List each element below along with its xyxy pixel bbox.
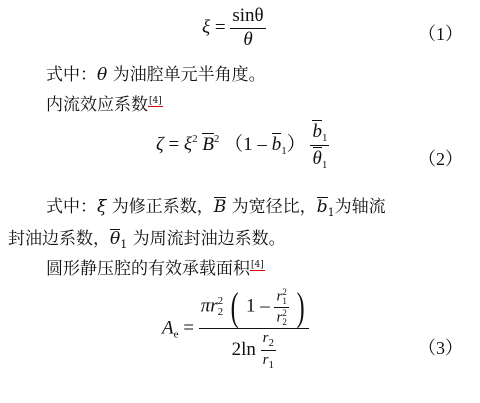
eq2-equals: = <box>168 133 180 155</box>
eq3-r1: r <box>276 287 283 304</box>
eq3-paren-one: 1 – <box>245 295 270 317</box>
eq3-r2-sup: 2 <box>282 307 287 318</box>
eq2-frac-num: b <box>312 121 322 142</box>
eq2-B: B <box>202 133 214 155</box>
eq3-r: r <box>210 295 218 317</box>
eq3-den-num-sub: 2 <box>268 337 274 349</box>
eq2-close: ） <box>286 133 306 155</box>
eq3-den-den-sub: 1 <box>268 359 274 372</box>
para2-text: 内流效应系数 <box>46 95 148 115</box>
eq3-den-bar <box>261 350 276 351</box>
eq3-open-paren: ( <box>230 284 239 329</box>
para3-t3: 为轴流 <box>334 197 386 217</box>
para3-t2: 为宽径比， <box>226 197 317 217</box>
equation-1 <box>202 6 266 51</box>
eq2-B-exponent: 2 <box>213 132 220 145</box>
eq3-close-paren: ) <box>296 284 305 329</box>
equation-2 <box>156 120 329 171</box>
eq3-den-prefix: 2ln <box>231 338 256 360</box>
paragraph-effective-area <box>46 258 265 280</box>
para3-b: b <box>316 197 328 217</box>
eq2-fraction <box>310 120 329 171</box>
equation-2-number: （2） <box>418 149 463 169</box>
para3-prefix: 式中： <box>46 197 97 217</box>
eq2-lhs: ζ <box>156 133 164 155</box>
eq1-numerator: sinθ <box>232 5 264 26</box>
eq2-b: b <box>271 133 282 155</box>
para1-prefix: 式中： <box>46 65 97 85</box>
eq2-frac-num-sub: 1 <box>321 132 328 144</box>
equation-3 <box>162 284 309 372</box>
eq3-r-sub: 2 <box>217 306 224 318</box>
eq3-r1-sub: 1 <box>282 295 287 306</box>
para3-theta-sub: 1 <box>120 238 128 251</box>
para3-line2b: 为周流封油边系数。 <box>127 229 286 249</box>
eq3-lhs-sub: e <box>173 328 179 341</box>
para3-xi: ξ <box>97 197 107 217</box>
para3-B: B <box>213 197 227 217</box>
para3-line2a: 封油边系数， <box>8 229 110 249</box>
eq2-frac-den: θ <box>312 148 322 170</box>
eq3-den-den: r <box>262 352 269 369</box>
citation-ref-2[interactable]: [4] <box>251 260 264 271</box>
eq3-fraction-bar <box>199 328 309 329</box>
eq3-r2-sub: 2 <box>282 316 287 327</box>
eq3-den-num: r <box>262 330 269 346</box>
para3-b-sub: 1 <box>327 206 335 219</box>
paragraph-theta-definition <box>46 64 266 86</box>
eq3-inner-fraction <box>274 288 288 327</box>
eq2-frac-den-sub: 1 <box>321 159 328 172</box>
equation-3-number: （3） <box>418 338 463 358</box>
eq2-open: （1 – <box>224 133 267 155</box>
eq2-xi: ξ <box>183 133 193 155</box>
para1-theta: θ <box>97 65 108 85</box>
eq2-b-sub: 1 <box>281 144 287 157</box>
eq3-den-fraction <box>261 330 276 371</box>
citation-ref[interactable]: [4] <box>149 96 162 107</box>
eq3-r-sup: 2 <box>217 295 224 307</box>
eq3-pi: π <box>200 295 211 317</box>
eq2-fraction-bar <box>310 145 329 146</box>
paragraph-inner-flow-coefficient <box>46 94 163 116</box>
eq2-xi-exponent: 2 <box>192 132 198 145</box>
eq3-r2: r <box>276 308 283 325</box>
para1-text: 为油腔单元半角度。 <box>107 65 266 85</box>
eq1-fraction <box>230 6 265 51</box>
para3-theta: θ <box>110 229 121 249</box>
paragraph-variable-definitions <box>46 196 386 224</box>
eq3-equals: = <box>183 317 194 339</box>
eq3-fraction <box>199 284 309 372</box>
para4-text: 圆形静压腔的有效承载面积 <box>46 259 250 279</box>
para3-t1: 为修正系数， <box>106 197 214 217</box>
equation-1-number: （1） <box>418 24 463 44</box>
eq1-denominator: θ <box>243 28 253 50</box>
eq1-lhs: ξ <box>202 16 211 38</box>
eq3-r1-sup: 2 <box>282 286 287 297</box>
paragraph-variable-definitions-line2 <box>8 228 286 256</box>
eq3-lhs: A <box>162 317 174 339</box>
eq1-equals: = <box>214 16 226 38</box>
